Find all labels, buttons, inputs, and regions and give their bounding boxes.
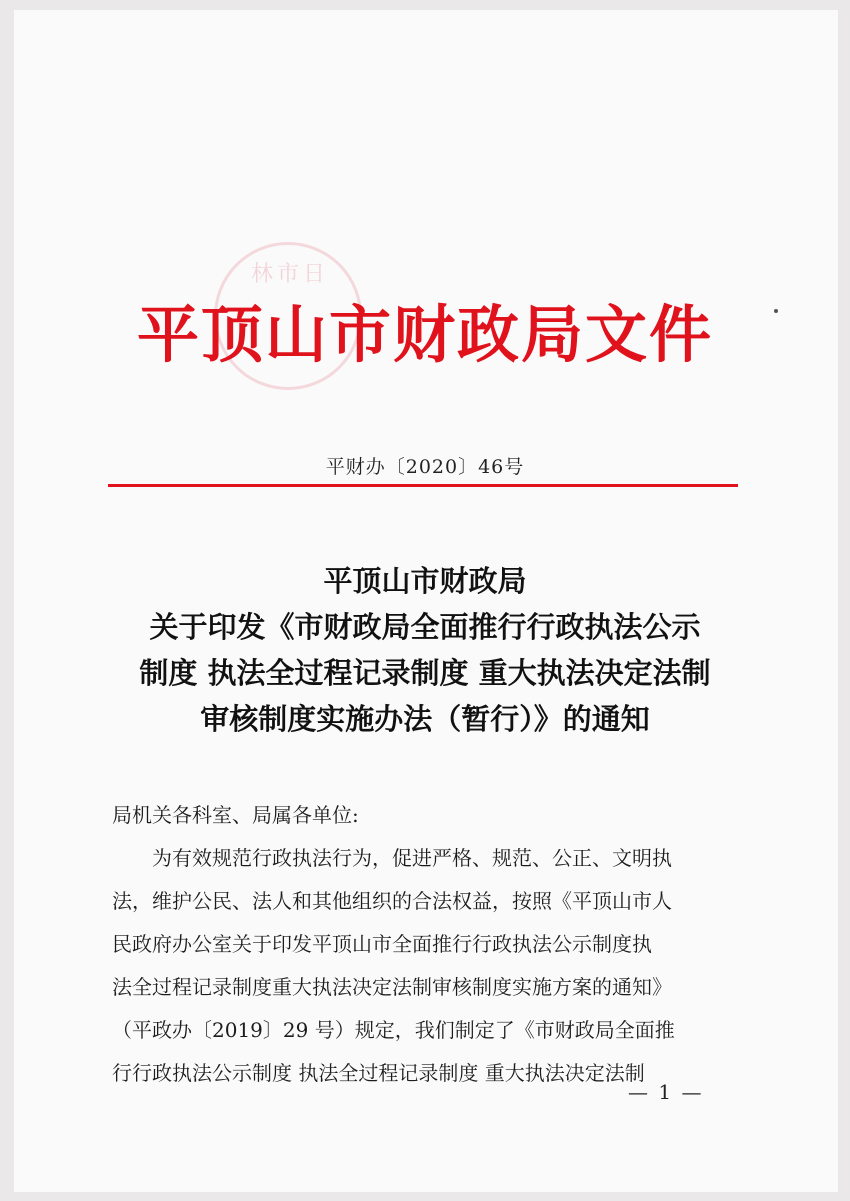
document-number: 平财办〔2020〕46号 bbox=[325, 456, 525, 478]
body-line: （平政办〔2019〕29 号）规定，我们制定了《市财政局全面推 bbox=[112, 1018, 675, 1042]
document-header-title: 平顶山市财政局文件 bbox=[136, 298, 713, 371]
red-divider-line bbox=[108, 484, 738, 487]
notice-title-line: 关于印发《市财政局全面推行行政执法公示 bbox=[149, 610, 701, 644]
body-text bbox=[112, 794, 742, 1095]
notice-title bbox=[80, 558, 770, 742]
body-line: 法全过程记录制度重大执法决定法制审核制度实施方案的通知》 bbox=[112, 975, 672, 999]
notice-title-line: 制度 执法全过程记录制度 重大执法决定法制 bbox=[139, 656, 711, 690]
scan-speck bbox=[774, 309, 778, 313]
page-number: — 1 — bbox=[628, 1080, 704, 1104]
notice-title-line: 审核制度实施办法（暂行）》的通知 bbox=[200, 702, 650, 736]
body-line: 法，维护公民、法人和其他组织的合法权益，按照《平顶山市人 bbox=[112, 889, 672, 913]
addressee: 局机关各科室、局属各单位: bbox=[112, 803, 359, 827]
body-line: 为有效规范行政执法行为，促进严格、规范、公正、文明执 bbox=[152, 846, 672, 870]
seal-text: 林市日 bbox=[251, 262, 330, 287]
notice-title-line: 平顶山市财政局 bbox=[323, 564, 527, 598]
body-line: 行行政执法公示制度 执法全过程记录制度 重大执法决定法制 bbox=[112, 1061, 645, 1085]
body-line: 民政府办公室关于印发平顶山市全面推行行政执法公示制度执 bbox=[112, 932, 652, 956]
